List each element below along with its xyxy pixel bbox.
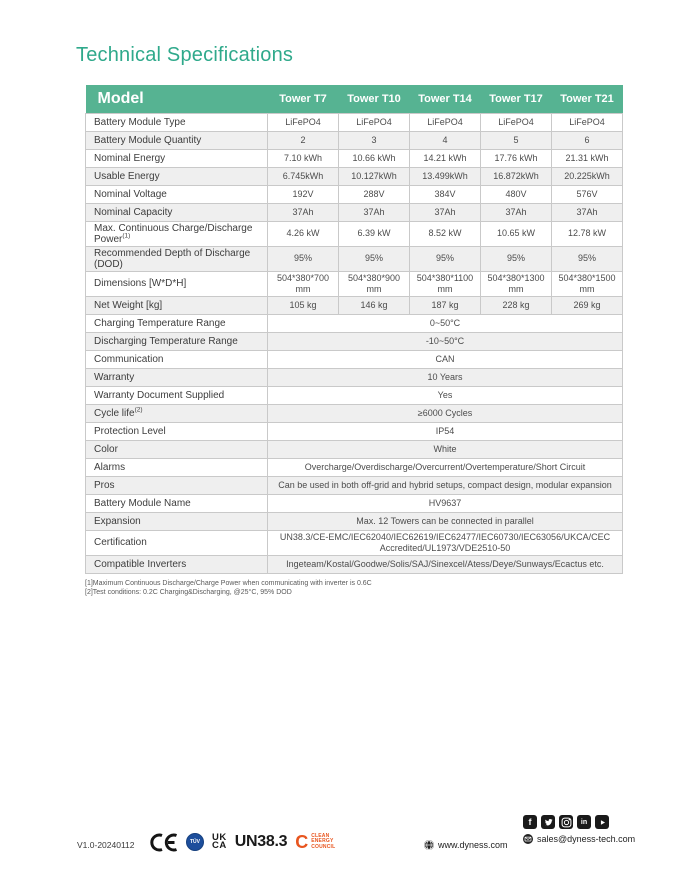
ukca-mark: [212, 831, 227, 851]
email-link[interactable]: [523, 834, 635, 844]
cec-text-line: CLEAN: [311, 832, 330, 839]
spec-value: 37Ah: [268, 203, 339, 221]
spec-value: 95%: [552, 246, 623, 271]
cec-text: [311, 834, 335, 851]
spec-value: Overcharge/Overdischarge/Overcurrent/Overtemperature/Short Circuit: [268, 458, 623, 476]
footnote: [1]Maximum Continuous Discharge/Charge Power when communicating with inverter is 0.6C: [85, 579, 372, 587]
spec-value: 7.10 kWh: [268, 149, 339, 167]
spec-value: LiFePO4: [481, 113, 552, 131]
footnote: [2]Test conditions: 0.2C Charging&Discharging, @25°C, 95% DOD: [85, 588, 292, 596]
spec-value: HV9637: [268, 494, 623, 512]
spec-value: 37Ah: [552, 203, 623, 221]
spec-value: 504*380*1500 mm: [552, 271, 623, 296]
spec-value: 504*380*1300 mm: [481, 271, 552, 296]
spec-label: Battery Module Type: [86, 113, 268, 131]
table-header-row: [86, 85, 623, 113]
spec-label: Max. Continuous Charge/Discharge Power$^{(1)}$: [86, 221, 268, 246]
column-header: Tower T7: [268, 85, 339, 113]
spec-label: Compatible Inverters: [86, 555, 268, 573]
table-row: [86, 440, 623, 458]
spec-value: CAN: [268, 350, 623, 368]
spec-value: 504*380*900 mm: [339, 271, 410, 296]
spec-section: [85, 85, 623, 597]
version-label: V1.0-20240112: [77, 840, 135, 850]
table-row: [86, 530, 623, 555]
table-row: [86, 203, 623, 221]
spec-value: 8.52 kW: [410, 221, 481, 246]
spec-value: 6: [552, 131, 623, 149]
spec-label: Net Weight [kg]: [86, 296, 268, 314]
page-title: Technical Specifications: [76, 44, 294, 66]
spec-label: Communication: [86, 350, 268, 368]
table-row: [86, 476, 623, 494]
table-row: [86, 167, 623, 185]
table-row: [86, 113, 623, 131]
spec-label: Battery Module Name: [86, 494, 268, 512]
spec-value: 269 kg: [552, 296, 623, 314]
spec-value: White: [268, 440, 623, 458]
spec-label: Dimensions [W*D*H]: [86, 271, 268, 296]
table-row: [86, 296, 623, 314]
table-row: [86, 350, 623, 368]
spec-label: Recommended Depth of Discharge (DOD): [86, 246, 268, 271]
spec-value: 146 kg: [339, 296, 410, 314]
spec-label: Nominal Capacity: [86, 203, 268, 221]
table-row: [86, 131, 623, 149]
website-text: www.dyness.com: [438, 840, 508, 850]
column-header: Tower T10: [339, 85, 410, 113]
table-row: [86, 314, 623, 332]
table-row: [86, 246, 623, 271]
spec-value: 228 kg: [481, 296, 552, 314]
tuv-badge-icon: TÜV: [186, 833, 204, 851]
spec-value: 37Ah: [410, 203, 481, 221]
spec-value: UN38.3/CE-EMC/IEC62040/IEC62619/IEC62477/IEC60730/IEC63056/UKCA/CEC Accredited/UL1973/VDE2510-50: [268, 530, 623, 555]
table-row: [86, 494, 623, 512]
spec-value: 504*380*700 mm: [268, 271, 339, 296]
footnotes: [85, 579, 623, 597]
spec-label: Expansion: [86, 512, 268, 530]
spec-value: 480V: [481, 185, 552, 203]
spec-value: 4: [410, 131, 481, 149]
column-header: Tower T17: [481, 85, 552, 113]
table-row: [86, 458, 623, 476]
table-row: [86, 221, 623, 246]
spec-value: 95%: [339, 246, 410, 271]
spec-value: 288V: [339, 185, 410, 203]
certification-logos: [150, 828, 335, 856]
spec-label: Color: [86, 440, 268, 458]
table-row: [86, 404, 623, 422]
spec-value: 12.78 kW: [552, 221, 623, 246]
table-row: [86, 271, 623, 296]
spec-label: Discharging Temperature Range: [86, 332, 268, 350]
table-row: [86, 332, 623, 350]
spec-value: 105 kg: [268, 296, 339, 314]
spec-value: -10~50°C: [268, 332, 623, 350]
spec-value: 384V: [410, 185, 481, 203]
table-row: [86, 386, 623, 404]
spec-value: 6.745kWh: [268, 167, 339, 185]
spec-label: Warranty: [86, 368, 268, 386]
spec-label: Certification: [86, 530, 268, 555]
spec-value: 95%: [410, 246, 481, 271]
spec-label: Cycle life$^{(2)}$: [86, 404, 268, 422]
spec-label: Protection Level: [86, 422, 268, 440]
envelope-icon: [523, 834, 533, 844]
spec-value: 2: [268, 131, 339, 149]
spec-label: Nominal Energy: [86, 149, 268, 167]
spec-label: Warranty Document Supplied: [86, 386, 268, 404]
contact-group: [523, 815, 635, 844]
spec-table-body: [86, 113, 623, 573]
spec-value: 192V: [268, 185, 339, 203]
spec-value: Ingeteam/Kostal/Goodwe/Solis/SAJ/Sinexcel/Atess/Deye/Sunways/Ecactus etc.: [268, 555, 623, 573]
spec-label: Charging Temperature Range: [86, 314, 268, 332]
un383-mark: UN38.3: [234, 833, 288, 850]
table-row: [86, 368, 623, 386]
linkedin-icon[interactable]: in: [577, 815, 591, 829]
column-header: Tower T21: [552, 85, 623, 113]
spec-value: 20.225kWh: [552, 167, 623, 185]
social-icons: [523, 815, 635, 829]
spec-value: 13.499kWh: [410, 167, 481, 185]
spec-value: 17.76 kWh: [481, 149, 552, 167]
spec-value: Yes: [268, 386, 623, 404]
spec-value: 37Ah: [339, 203, 410, 221]
spec-value: 3: [339, 131, 410, 149]
model-header: Model: [86, 85, 268, 113]
spec-value: 10.65 kW: [481, 221, 552, 246]
spec-value: 576V: [552, 185, 623, 203]
table-row: [86, 512, 623, 530]
spec-value: 6.39 kW: [339, 221, 410, 246]
spec-value: 37Ah: [481, 203, 552, 221]
spec-label: Pros: [86, 476, 268, 494]
spec-label: Alarms: [86, 458, 268, 476]
instagram-icon[interactable]: [559, 815, 573, 829]
spec-value: 504*380*1100 mm: [410, 271, 481, 296]
cec-text-line: ENERGY: [311, 838, 334, 845]
spec-value: LiFePO4: [339, 113, 410, 131]
spec-value: 10.127kWh: [339, 167, 410, 185]
column-header: Tower T14: [410, 85, 481, 113]
spec-value: 14.21 kWh: [410, 149, 481, 167]
table-row: [86, 422, 623, 440]
ce-mark-icon: [150, 833, 178, 852]
spec-label: Battery Module Quantity: [86, 131, 268, 149]
spec-value: 16.872kWh: [481, 167, 552, 185]
facebook-icon[interactable]: f: [523, 815, 537, 829]
spec-table: [85, 85, 623, 574]
spec-value: 10.66 kWh: [339, 149, 410, 167]
spec-value: 4.26 kW: [268, 221, 339, 246]
twitter-icon[interactable]: [541, 815, 555, 829]
website-link[interactable]: [424, 840, 508, 850]
spec-value: LiFePO4: [268, 113, 339, 131]
spec-value: LiFePO4: [410, 113, 481, 131]
table-row: [86, 149, 623, 167]
spec-value: 10 Years: [268, 368, 623, 386]
spec-value: 0~50°C: [268, 314, 623, 332]
cec-c-icon: C: [295, 832, 309, 852]
spec-value: Can be used in both off-grid and hybrid setups, compact design, modular expansion: [268, 476, 623, 494]
spec-value: LiFePO4: [552, 113, 623, 131]
spec-label: Nominal Voltage: [86, 185, 268, 203]
spec-value: 95%: [268, 246, 339, 271]
spec-value: 187 kg: [410, 296, 481, 314]
spec-value: 21.31 kWh: [552, 149, 623, 167]
spec-value: Max. 12 Towers can be connected in parallel: [268, 512, 623, 530]
spec-value: 5: [481, 131, 552, 149]
ukca-bottom: CA: [212, 840, 227, 851]
spec-value: IP54: [268, 422, 623, 440]
youtube-icon[interactable]: [595, 815, 609, 829]
cec-text-line: COUNCIL: [311, 843, 336, 850]
email-text: sales@dyness-tech.com: [537, 834, 636, 844]
spec-value: 95%: [481, 246, 552, 271]
spec-label: Usable Energy: [86, 167, 268, 185]
table-row: [86, 555, 623, 573]
clean-energy-council-logo: [295, 834, 335, 851]
table-row: [86, 185, 623, 203]
ukca-top: UK: [212, 831, 227, 843]
globe-icon: [424, 840, 434, 850]
spec-value: ≥6000 Cycles: [268, 404, 623, 422]
